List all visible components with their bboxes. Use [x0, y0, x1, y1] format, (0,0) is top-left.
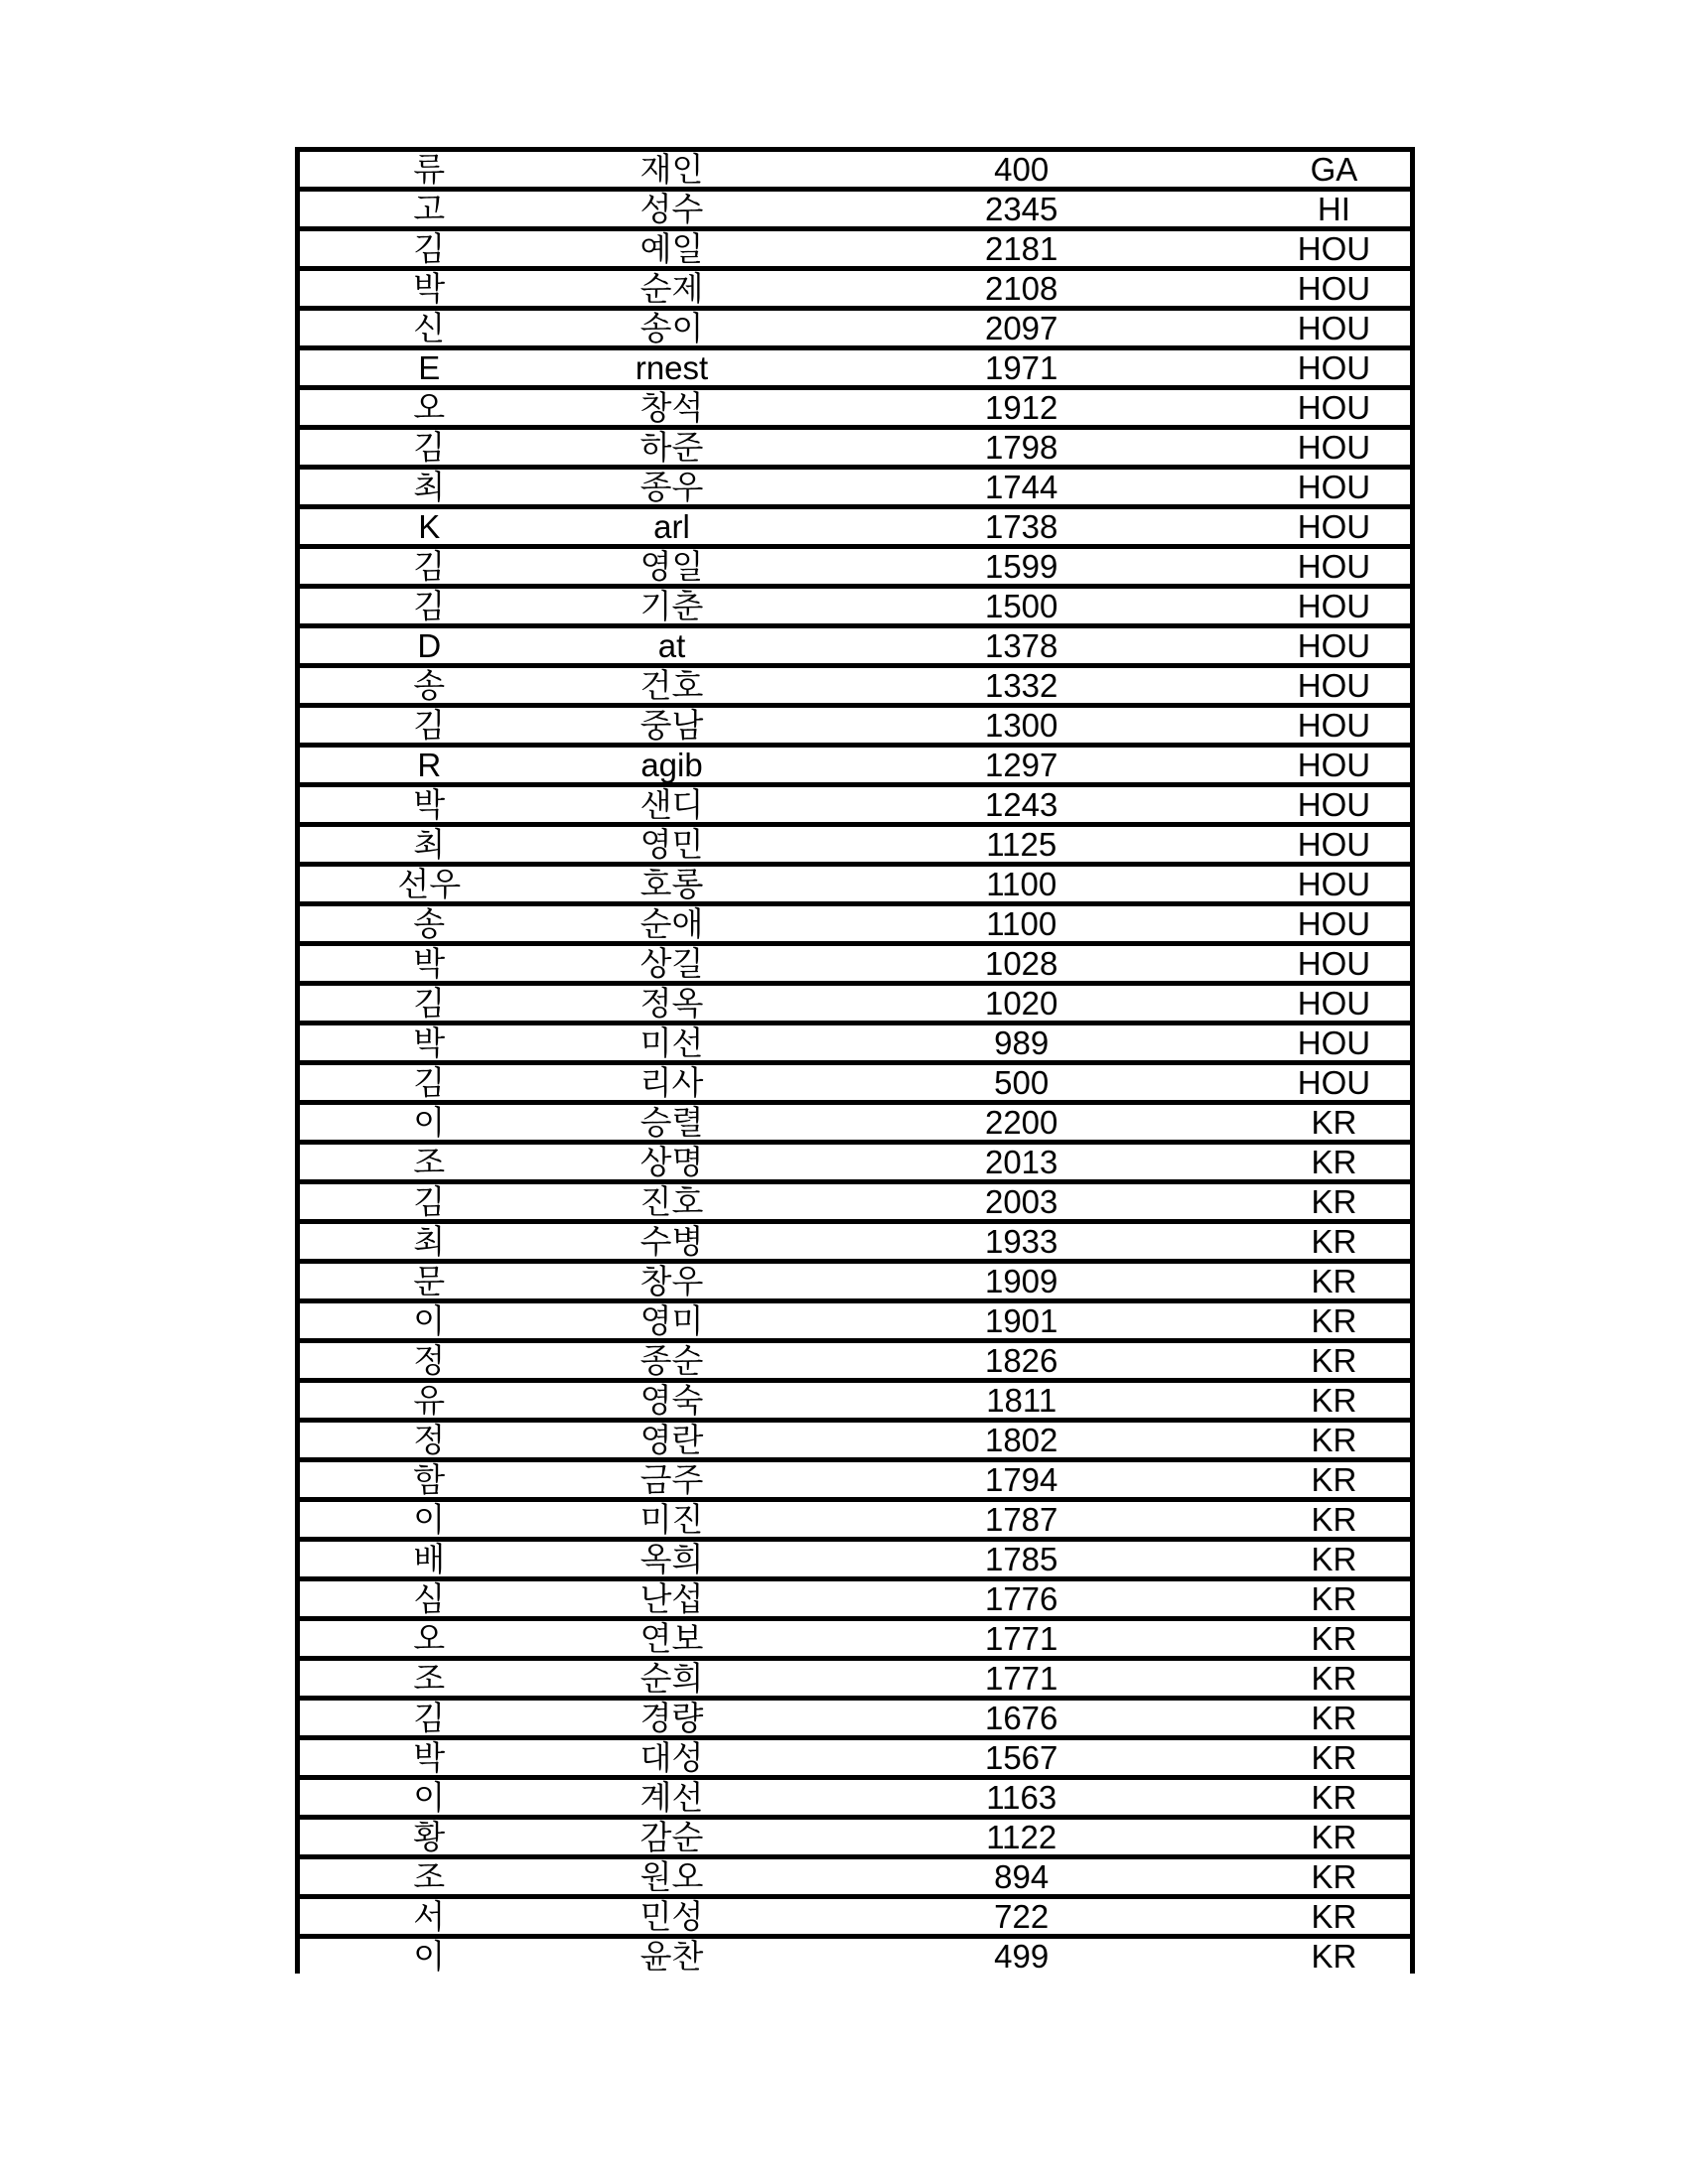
table-row — [298, 1897, 1413, 1937]
cell-col1: 이 — [413, 1302, 446, 1339]
cell-col2: 종우 — [639, 469, 704, 505]
cell-col2: 재인 — [639, 151, 704, 188]
cell-col4: KR — [1311, 1739, 1357, 1776]
cell-col3: 1378 — [984, 627, 1058, 664]
cell-col2: 난섭 — [639, 1580, 704, 1617]
cell-col4: KR — [1311, 1700, 1357, 1736]
table-row — [298, 1659, 1413, 1699]
table-row — [298, 547, 1413, 587]
cell-col1: 김 — [413, 429, 446, 466]
cell-col4: HOU — [1297, 1024, 1371, 1061]
cell-col2: 중남 — [639, 707, 704, 744]
cell-col3: 1785 — [984, 1541, 1058, 1577]
cell-col2: 영란 — [639, 1422, 704, 1458]
cell-col4: HOU — [1297, 905, 1371, 942]
table-row — [298, 1222, 1413, 1262]
cell-col3: 1738 — [984, 508, 1058, 545]
cell-col2: 대성 — [639, 1739, 704, 1776]
cell-col3: 1971 — [984, 349, 1058, 386]
cell-col4: KR — [1311, 1382, 1357, 1419]
cell-col2: 정옥 — [639, 985, 704, 1022]
cell-col1: 최 — [413, 826, 446, 863]
cell-col1: 김 — [413, 1183, 446, 1220]
cell-col4: HOU — [1297, 786, 1371, 823]
cell-col4: HOU — [1297, 508, 1371, 545]
cell-col2: 기춘 — [639, 588, 704, 624]
cell-col1: 황 — [413, 1819, 446, 1855]
table-row — [298, 746, 1413, 785]
cell-col4: HOU — [1297, 588, 1371, 624]
cell-col1: 조 — [413, 1660, 446, 1697]
cell-col2: 영민 — [639, 826, 704, 863]
cell-col3: 1909 — [984, 1263, 1058, 1299]
table-row — [298, 507, 1413, 547]
cell-col2: 리사 — [639, 1064, 704, 1101]
table-row — [298, 468, 1413, 507]
cell-col4: HOU — [1297, 667, 1371, 704]
cell-col4: KR — [1311, 1580, 1357, 1617]
cell-col4: KR — [1311, 1620, 1357, 1657]
cell-col1: 류 — [413, 151, 446, 188]
cell-col2: arl — [653, 508, 690, 545]
table-row — [298, 1738, 1413, 1778]
cell-col1: 정 — [413, 1342, 446, 1379]
cell-col2: 창석 — [639, 389, 704, 426]
cell-col4: KR — [1311, 1223, 1357, 1260]
cell-col3: 1776 — [984, 1580, 1058, 1617]
cell-col4: HOU — [1297, 310, 1371, 346]
cell-col2: 계선 — [639, 1779, 704, 1816]
cell-col4: KR — [1311, 1104, 1357, 1141]
table-row — [298, 1857, 1413, 1897]
cell-col3: 2345 — [984, 191, 1058, 227]
cell-col4: HOU — [1297, 707, 1371, 744]
table-row — [298, 1460, 1413, 1500]
cell-col2: 예일 — [639, 230, 704, 267]
cell-col1: 김 — [413, 985, 446, 1022]
table-row — [298, 626, 1413, 666]
cell-col1: 신 — [413, 310, 446, 346]
table-row — [298, 1699, 1413, 1738]
cell-col3: 1332 — [984, 667, 1058, 704]
cell-col2: 상명 — [639, 1144, 704, 1180]
cell-col1: 박 — [413, 945, 446, 982]
cell-col3: 2003 — [984, 1183, 1058, 1220]
cell-col4: KR — [1311, 1302, 1357, 1339]
cell-col3: 1020 — [984, 985, 1058, 1022]
cell-col3: 500 — [994, 1064, 1050, 1101]
cell-col2: 진호 — [639, 1183, 704, 1220]
table-row — [298, 1579, 1413, 1619]
cell-col4: KR — [1311, 1660, 1357, 1697]
cell-col4: KR — [1311, 1898, 1357, 1935]
cell-col3: 1771 — [984, 1660, 1058, 1697]
cell-col3: 1676 — [984, 1700, 1058, 1736]
table-row — [298, 944, 1413, 984]
table-row — [298, 428, 1413, 468]
cell-col2: 금주 — [639, 1461, 704, 1498]
table-row — [298, 1818, 1413, 1857]
cell-col4: GA — [1310, 151, 1358, 188]
cell-col2: 영일 — [639, 548, 704, 585]
data-table — [295, 147, 1415, 1974]
table-row — [298, 1540, 1413, 1579]
cell-col2: 민성 — [639, 1898, 704, 1935]
cell-col4: HOU — [1297, 270, 1371, 307]
cell-col4: HOU — [1297, 866, 1371, 902]
cell-col1: 이 — [413, 1938, 446, 1974]
cell-col4: HOU — [1297, 747, 1371, 783]
cell-col1: 오 — [413, 1620, 446, 1657]
cell-col3: 2200 — [984, 1104, 1058, 1141]
cell-col3: 1125 — [986, 826, 1057, 863]
cell-col3: 1243 — [984, 786, 1058, 823]
cell-col2: rnest — [634, 349, 709, 386]
cell-col2: 영미 — [639, 1302, 704, 1339]
cell-col3: 2108 — [984, 270, 1058, 307]
table-row — [298, 904, 1413, 944]
cell-col1: 김 — [413, 1700, 446, 1736]
cell-col4: HOU — [1297, 230, 1371, 267]
cell-col4: KR — [1311, 1461, 1357, 1498]
cell-col4: KR — [1311, 1938, 1357, 1974]
cell-col1: 김 — [413, 230, 446, 267]
cell-col3: 1787 — [984, 1501, 1058, 1538]
table-row — [298, 269, 1413, 309]
table-body — [298, 150, 1413, 1975]
cell-col2: 미선 — [639, 1024, 704, 1061]
cell-col3: 722 — [994, 1898, 1050, 1935]
cell-col1: 심 — [413, 1580, 446, 1617]
cell-col1: 조 — [413, 1858, 446, 1895]
cell-col4: HOU — [1297, 389, 1371, 426]
cell-col2: 감순 — [639, 1819, 704, 1855]
cell-col1: 김 — [413, 548, 446, 585]
cell-col3: 1744 — [984, 469, 1058, 505]
table-row — [298, 229, 1413, 269]
cell-col4: HOU — [1297, 945, 1371, 982]
cell-col3: 1122 — [986, 1819, 1057, 1855]
cell-col4: HI — [1317, 191, 1350, 227]
cell-col1: 김 — [413, 707, 446, 744]
cell-col2: 상길 — [639, 945, 704, 982]
cell-col1: D — [417, 627, 442, 664]
cell-col1: 송 — [413, 667, 446, 704]
table-row — [298, 150, 1413, 190]
table-row — [298, 1143, 1413, 1182]
cell-col2: 연보 — [639, 1620, 704, 1657]
cell-col3: 1163 — [986, 1779, 1057, 1816]
cell-col2: 순애 — [639, 905, 704, 942]
cell-col1: 최 — [413, 469, 446, 505]
cell-col1: 배 — [413, 1541, 446, 1577]
cell-col2: agib — [640, 747, 703, 783]
cell-col4: KR — [1311, 1541, 1357, 1577]
cell-col1: 김 — [413, 588, 446, 624]
cell-col1: 유 — [413, 1382, 446, 1419]
cell-col3: 1912 — [984, 389, 1058, 426]
cell-col4: HOU — [1297, 349, 1371, 386]
cell-col2: 샌디 — [639, 786, 704, 823]
cell-col1: 이 — [413, 1104, 446, 1141]
cell-col4: HOU — [1297, 548, 1371, 585]
cell-col4: KR — [1311, 1342, 1357, 1379]
table-row — [298, 825, 1413, 865]
table-row — [298, 1500, 1413, 1540]
cell-col1: 함 — [413, 1461, 446, 1498]
table-row — [298, 1024, 1413, 1063]
cell-col3: 989 — [994, 1024, 1050, 1061]
table-row — [298, 348, 1413, 388]
cell-col3: 2097 — [984, 310, 1058, 346]
cell-col4: HOU — [1297, 985, 1371, 1022]
table-row — [298, 1301, 1413, 1341]
cell-col1: 서 — [413, 1898, 446, 1935]
cell-col3: 1599 — [984, 548, 1058, 585]
cell-col2: 송이 — [639, 310, 704, 346]
cell-col3: 1798 — [984, 429, 1058, 466]
table-row — [298, 1937, 1413, 1975]
table-row — [298, 785, 1413, 825]
cell-col4: KR — [1311, 1779, 1357, 1816]
cell-col3: 2013 — [984, 1144, 1058, 1180]
table-row — [298, 1063, 1413, 1103]
cell-col3: 1028 — [984, 945, 1058, 982]
cell-col1: 문 — [413, 1263, 446, 1299]
cell-col3: 894 — [994, 1858, 1050, 1895]
cell-col2: 성수 — [639, 191, 704, 227]
cell-col1: 선우 — [397, 866, 462, 902]
table-row — [298, 1103, 1413, 1143]
cell-col3: 1500 — [984, 588, 1058, 624]
cell-col2: 수병 — [639, 1223, 704, 1260]
cell-col1: R — [417, 747, 442, 783]
table-row — [298, 1381, 1413, 1421]
cell-col2: 윤찬 — [639, 1938, 704, 1974]
cell-col2: 순제 — [639, 270, 704, 307]
cell-col3: 1901 — [984, 1302, 1058, 1339]
cell-col2: 종순 — [639, 1342, 704, 1379]
cell-col1: 김 — [413, 1064, 446, 1101]
cell-col1: 고 — [413, 191, 446, 227]
cell-col2: 하준 — [639, 429, 704, 466]
cell-col4: KR — [1311, 1183, 1357, 1220]
cell-col4: KR — [1311, 1858, 1357, 1895]
table-row — [298, 309, 1413, 348]
cell-col4: KR — [1311, 1819, 1357, 1855]
cell-col3: 1771 — [984, 1620, 1058, 1657]
cell-col3: 1300 — [984, 707, 1058, 744]
cell-col4: KR — [1311, 1501, 1357, 1538]
cell-col3: 1802 — [984, 1422, 1058, 1458]
cell-col3: 1100 — [986, 905, 1057, 942]
cell-col3: 2181 — [984, 230, 1058, 267]
table-row — [298, 388, 1413, 428]
cell-col2: at — [657, 627, 686, 664]
cell-col2: 경량 — [639, 1700, 704, 1736]
table-row — [298, 1262, 1413, 1301]
cell-col1: 정 — [413, 1422, 446, 1458]
table-row — [298, 1619, 1413, 1659]
cell-col2: 순희 — [639, 1660, 704, 1697]
cell-col4: HOU — [1297, 826, 1371, 863]
cell-col1: 조 — [413, 1144, 446, 1180]
table-row — [298, 706, 1413, 746]
cell-col1: 이 — [413, 1501, 446, 1538]
cell-col1: 송 — [413, 905, 446, 942]
cell-col3: 1567 — [984, 1739, 1058, 1776]
table-row — [298, 190, 1413, 229]
cell-col1: 박 — [413, 1739, 446, 1776]
cell-col4: HOU — [1297, 1064, 1371, 1101]
cell-col3: 499 — [994, 1938, 1050, 1974]
cell-col2: 미진 — [639, 1501, 704, 1538]
cell-col4: HOU — [1297, 429, 1371, 466]
cell-col3: 1933 — [984, 1223, 1058, 1260]
table-row — [298, 666, 1413, 706]
cell-col4: KR — [1311, 1144, 1357, 1180]
cell-col1: 오 — [413, 389, 446, 426]
cell-col1: 박 — [413, 786, 446, 823]
cell-col4: KR — [1311, 1263, 1357, 1299]
cell-col1: E — [418, 349, 441, 386]
cell-col2: 호롱 — [639, 866, 704, 902]
cell-col1: 박 — [413, 270, 446, 307]
table-row — [298, 587, 1413, 626]
cell-col1: 박 — [413, 1024, 446, 1061]
cell-col3: 1794 — [984, 1461, 1058, 1498]
table-row — [298, 865, 1413, 904]
cell-col3: 1100 — [986, 866, 1057, 902]
table-row — [298, 1182, 1413, 1222]
cell-col3: 1297 — [984, 747, 1058, 783]
cell-col2: 창우 — [639, 1263, 704, 1299]
table-row — [298, 1421, 1413, 1460]
cell-col3: 400 — [994, 151, 1050, 188]
cell-col3: 1826 — [984, 1342, 1058, 1379]
cell-col2: 승렬 — [639, 1104, 704, 1141]
cell-col1: 이 — [413, 1779, 446, 1816]
cell-col3: 1811 — [986, 1382, 1057, 1419]
cell-col4: HOU — [1297, 469, 1371, 505]
table-row — [298, 1341, 1413, 1381]
cell-col2: 원오 — [639, 1858, 704, 1895]
cell-col1: K — [418, 508, 441, 545]
cell-col4: KR — [1311, 1422, 1357, 1458]
table-row — [298, 1778, 1413, 1818]
cell-col2: 옥희 — [639, 1541, 704, 1577]
cell-col4: HOU — [1297, 627, 1371, 664]
cell-col2: 건호 — [639, 667, 704, 704]
cell-col2: 영숙 — [639, 1382, 704, 1419]
table-row — [298, 984, 1413, 1024]
cell-col1: 최 — [413, 1223, 446, 1260]
